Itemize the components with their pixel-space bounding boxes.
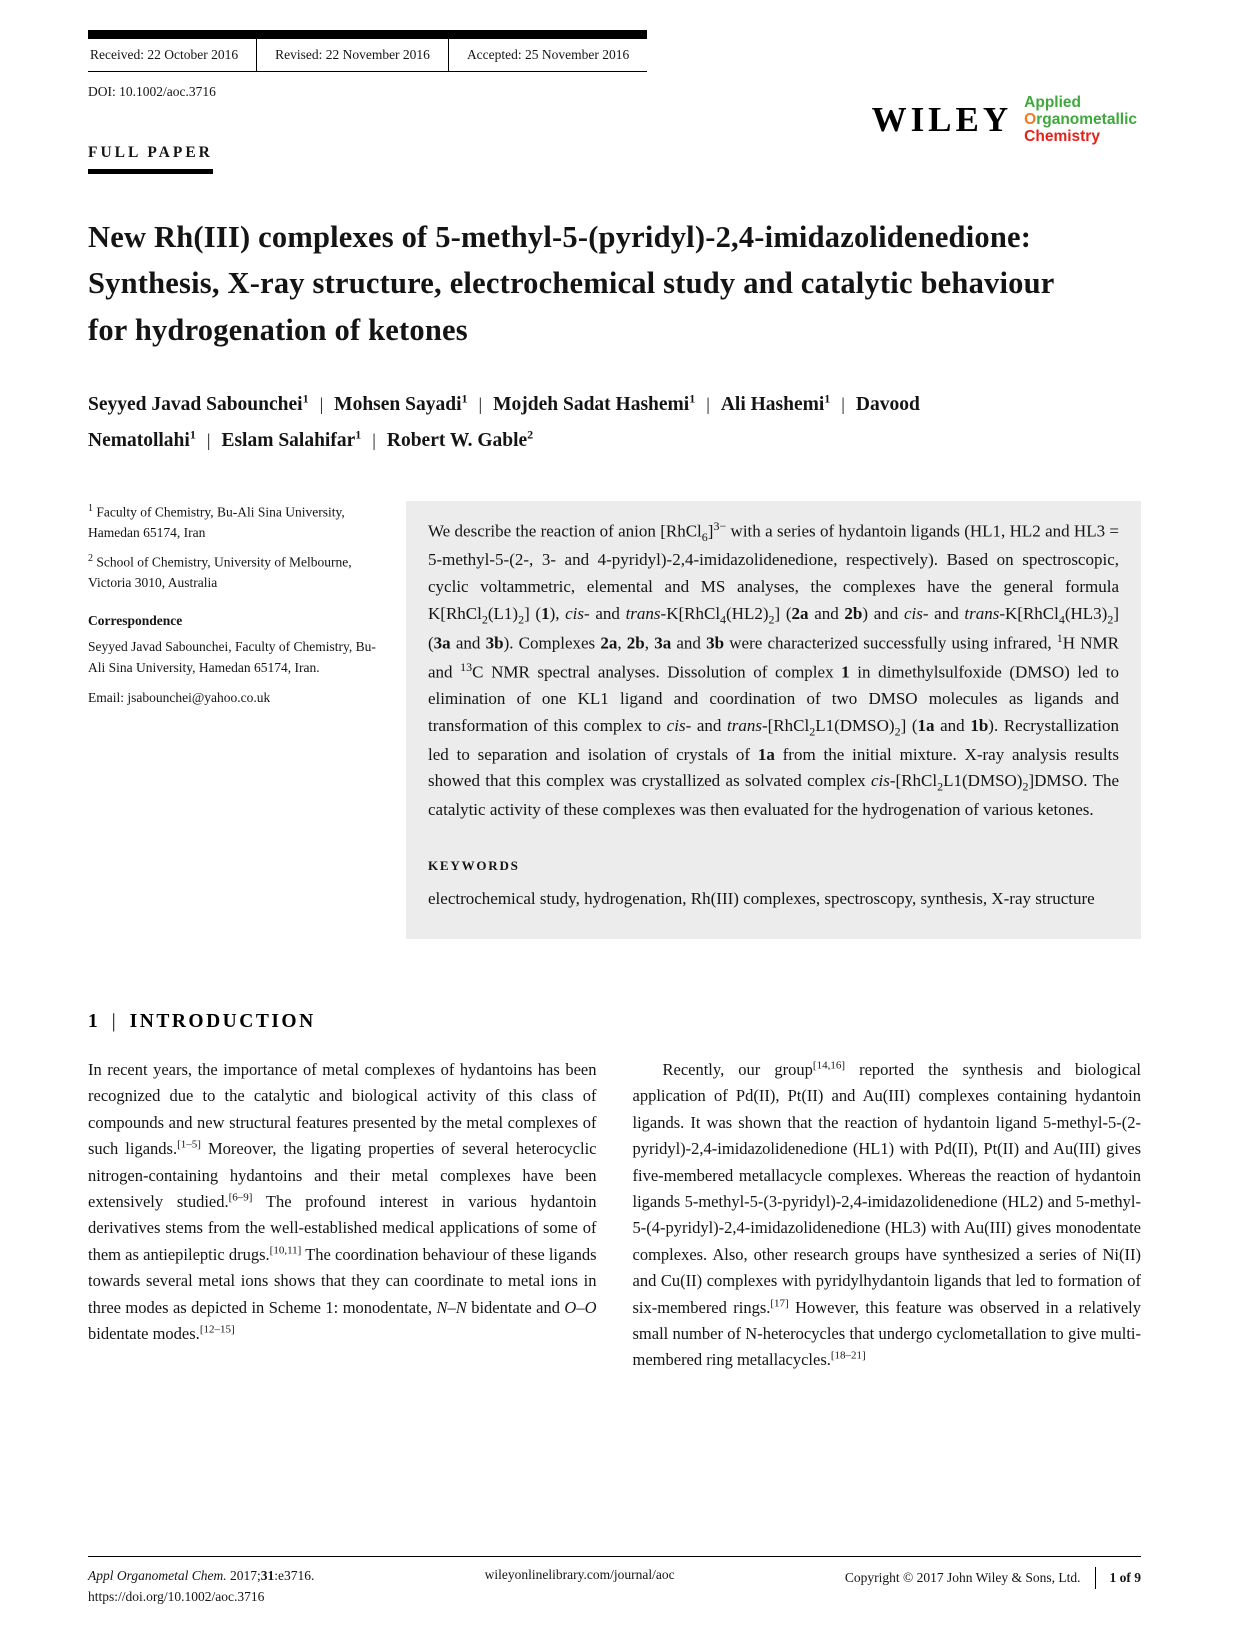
footer-right-block bbox=[845, 1566, 1141, 1589]
page-footer bbox=[88, 1556, 1141, 1608]
section-heading-introduction bbox=[88, 1011, 1141, 1033]
abstract-box bbox=[406, 501, 1141, 939]
copyright-notice: Copyright © 2017 John Wiley & Sons, Ltd. bbox=[844, 1570, 1081, 1586]
received-revised-accepted-bar bbox=[88, 30, 647, 72]
section-divider: | bbox=[111, 1011, 116, 1033]
footer-citation-block bbox=[88, 1566, 314, 1608]
intro-paragraph-right: Recently, our group[14,16] reported the synthesis and biological application of Pd(II), Pt(II) and Au(III) complexes containing hydantoin ligands. It was shown that the reaction of hydantoin ligand 5-methyl-5-(2-pyridyl)-2,4-imidazolidenedione (HL1) with Pd(II), Pt(II) and Au(III) gives five-membered metallacycle complexes. Whereas the reaction of hydantoin ligands 5-methyl-5-(3-pyridyl)-2,4-imidazolidenedione (HL2) and 5-methyl-5-(4-pyridyl)-2,4-imidazolidenedione (HL3) with Au(III) gives monodentate complexes. Also, other research groups have synthesized a series of Ni(II) and Cu(II) complexes with pyridylhydantoin ligands that led to formation of six-membered rings.[17] However, this feature was observed in a relatively small number of N-heterocycles that undergo cyclometallation to give multi-membered ring metallacycles.[18–21] bbox=[632, 1059, 1141, 1370]
authors-line: Seyyed Javad Sabounchei$^1$ | Mohsen Sayadi$^1$ | Mojdeh Sadat Hashemi$^1$ | Ali Hashemi$^1$ | Davood Nematollahi$^1$ | Eslam Salahifar$^1$ | Robert W. Gable$^2$ bbox=[88, 391, 920, 452]
abstract-text: We describe the reaction of anion [RhCl$_6$]$^{3-}$ with a series of hydantoin ligands (HL1, HL2 and HL3 = 5-methyl-5-(2-, 3- and 4-pyridyl)-2,4-imidazolidenedione, respectively). Based on spectroscopic, cyclic voltammetric, elemental and MS analyses, the complexes have the general formula $K[RhCl_2(L1)_2]$ (1), cis- and trans-$K[RhCl_4(HL2)_2]$ (2a and 2b) and cis- and trans-$K[RhCl_4(HL3)_2]$ (3a and 3b). Complexes 2a, 2b, 3a and 3b were characterized successfully using infrared, $^1$H NMR and $^{13}$C NMR spectral analyses. Dissolution of complex 1 in dimethylsulfoxide (DMSO) led to elimination of one KL1 ligand and coordination of two DMSO molecules as ligands and transformation of this complex to cis- and trans-$[RhCl_2L1(DMSO)_2]$ (1a and 1b). Recrystallization led to separation and isolation of crystals of 1a from the initial mixture. X-ray analysis results showed that this complex was crystallized as solvated complex cis-$[RhCl_2L1(DMSO)_2]DMSO$. The catalytic activity of these complexes was then evaluated for the hydrogenation of various ketones. bbox=[428, 519, 1120, 819]
doi-url-link[interactable]: https://doi.org/10.1002/aoc.3716 bbox=[88, 1589, 265, 1605]
correspondence-label: Correspondence bbox=[88, 613, 183, 629]
affiliations-column bbox=[88, 501, 380, 939]
wiley-logo: WILEY bbox=[871, 99, 1013, 139]
section-title: INTRODUCTION bbox=[129, 1011, 316, 1033]
journal-name-line2: Organometallic bbox=[1024, 111, 1137, 129]
abstract-region bbox=[88, 501, 1141, 939]
accepted-date: Accepted: 25 November 2016 bbox=[448, 39, 647, 71]
intro-paragraph-left: In recent years, the importance of metal complexes of hydantoins has been recognized due to the catalytic and biological activity of this class of compounds and new structural features presented by the metal complexes of such ligands.[1–5] Moreover, the ligating properties of several heterocyclic nitrogen-containing hydantoins and their metal complexes have been extensively studied.[6–9] The profound interest in various hydantoin derivatives stems from the well-established medical applications of some of them as antiepileptic drugs.[10,11] The coordination behaviour of these ligands towards several metal ions shows that they can coordinate to metal ions in three modes as depicted in Scheme 1: monodentate, N–N bidentate and O–O bidentate modes.[12–15] bbox=[88, 1060, 597, 1343]
doi-line: DOI: 10.1002/aoc.3716 bbox=[88, 84, 216, 99]
affiliation-2: $^2$ School of Chemistry, University of Melbourne, Victoria 3010, Australia bbox=[88, 553, 352, 590]
journal-name bbox=[1024, 94, 1137, 145]
page-number: 1 of 9 bbox=[1095, 1567, 1142, 1589]
journal-citation: Appl Organometal Chem. 2017;31:e3716. bbox=[88, 1568, 315, 1584]
affiliation-1: $^1$ Faculty of Chemistry, Bu-Ali Sina University, Hamedan 65174, Iran bbox=[88, 503, 345, 540]
journal-brand bbox=[872, 94, 1137, 145]
keywords-label: KEYWORDS bbox=[428, 857, 520, 873]
correspondence-address: Seyyed Javad Sabounchei, Faculty of Chemistry, Bu-Ali Sina University, Hamedan 65174, Iran. bbox=[88, 639, 376, 675]
introduction-body bbox=[88, 1057, 1141, 1374]
revised-date: Revised: 22 November 2016 bbox=[256, 39, 448, 71]
email-address[interactable]: jsabounchei@yahoo.co.uk bbox=[127, 689, 271, 705]
article-type-label: FULL PAPER bbox=[88, 144, 213, 174]
journal-name-line1: Applied bbox=[1024, 94, 1081, 111]
email-label: Email: bbox=[88, 689, 128, 705]
received-date: Received: 22 October 2016 bbox=[90, 47, 239, 62]
page-title: New Rh(III) complexes of 5-methyl-5-(pyridyl)-2,4-imidazolidenedione: Synthesis, X-ray structure, electrochemical study and catalytic behaviour for hydrogenation of ketones bbox=[88, 220, 1054, 347]
correspondence-email-line bbox=[88, 688, 380, 708]
keywords-text: electrochemical study, hydrogenation, Rh(III) complexes, spectroscopy, synthesis, X-ray structure bbox=[428, 888, 1095, 908]
section-number: 1 bbox=[88, 1011, 98, 1033]
journal-name-line3: Chemistry bbox=[1024, 128, 1100, 146]
journal-website-link[interactable]: wileyonlinelibrary.com/journal/aoc bbox=[484, 1567, 675, 1583]
